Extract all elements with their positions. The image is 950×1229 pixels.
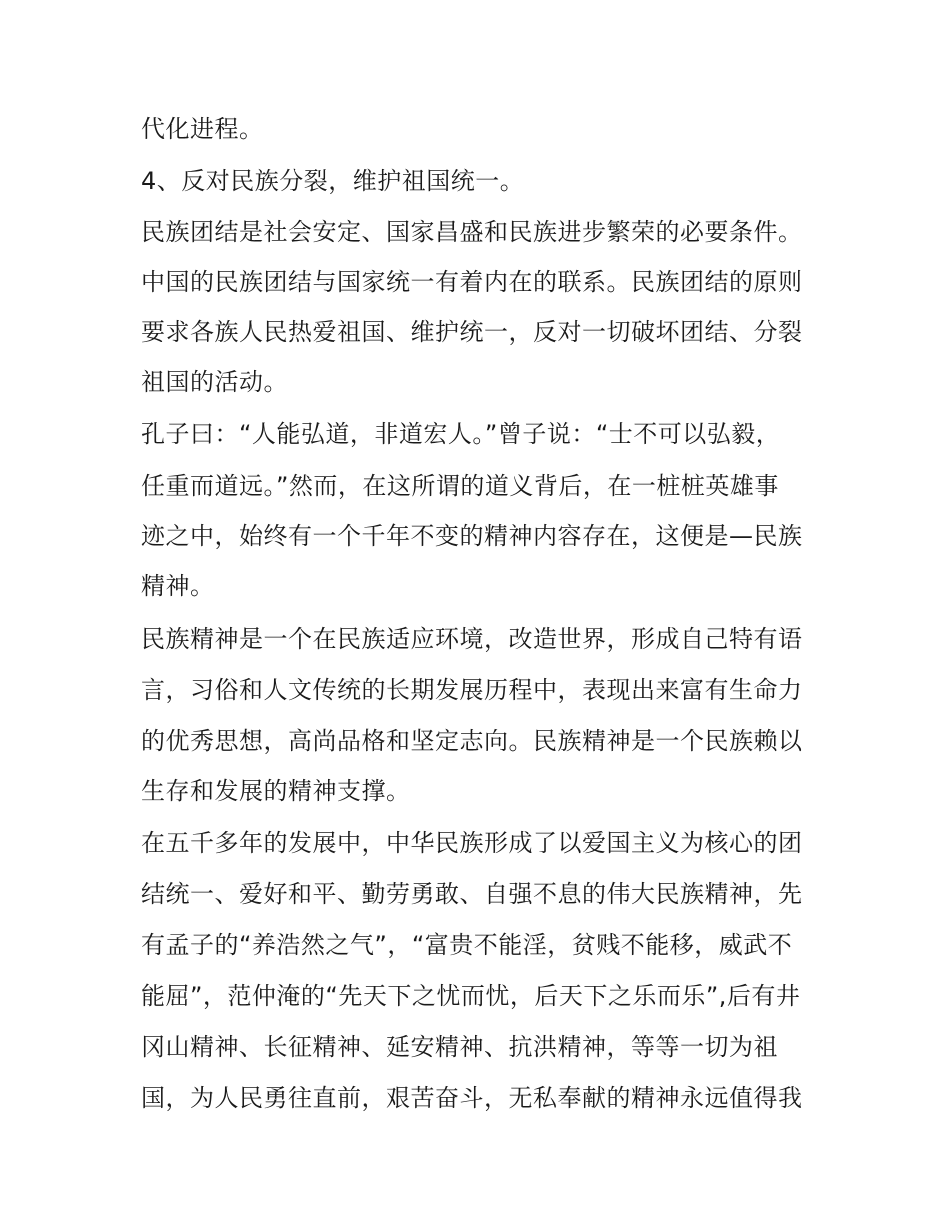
text-line: 民族团结是社会安定、国家昌盛和民族进步繁荣的必要条件。 xyxy=(141,218,803,246)
text-line: 能屈”，范仲淹的“先天下之忧而忧，后天下之乐而乐”,后有井 xyxy=(141,982,801,1010)
text-line: 精神。 xyxy=(141,572,215,600)
text-line: 任重而道远。”然而，在这所谓的道义背后，在一桩桩英雄事 xyxy=(141,472,779,500)
text-line: 的优秀思想，高尚品格和坚定志向。民族精神是一个民族赖以 xyxy=(141,727,803,755)
text-line: 在五千多年的发展中，中华民族形成了以爱国主义为核心的团 xyxy=(141,829,803,857)
text-line: 祖国的活动。 xyxy=(141,368,288,396)
text-line: 迹之中，始终有一个千年不变的精神内容存在，这便是—民族 xyxy=(141,522,803,550)
text-line: 孔子曰：“人能弘道，非道宏人。”曾子说：“士不可以弘毅， xyxy=(141,420,781,448)
text-line: 要求各族人民热爱祖国、维护统一，反对一切破坏团结、分裂 xyxy=(141,318,803,346)
text-line: 国，为人民勇往直前，艰苦奋斗，无私奉献的精神永远值得我 xyxy=(141,1084,803,1112)
text-line: 结统一、爱好和平、勤劳勇敢、自强不息的伟大民族精神，先 xyxy=(141,880,803,908)
text-line: 民族精神是一个在民族适应环境，改造世界，形成自己特有语 xyxy=(141,625,803,653)
text-line: 言，习俗和人文传统的长期发展历程中，表现出来富有生命力 xyxy=(141,676,803,704)
text-line: 冈山精神、长征精神、延安精神、抗洪精神，等等一切为祖 xyxy=(141,1033,778,1061)
text-line: 4、反对民族分裂，维护祖国统一。 xyxy=(141,167,525,195)
text-line: 生存和发展的精神支撑。 xyxy=(141,777,411,805)
text-line: 中国的民族团结与国家统一有着内在的联系。民族团结的原则 xyxy=(141,268,803,296)
text-line: 代化进程。 xyxy=(141,115,264,143)
text-line: 有孟子的“养浩然之气”，“富贵不能淫，贫贱不能移，威武不 xyxy=(141,931,793,959)
